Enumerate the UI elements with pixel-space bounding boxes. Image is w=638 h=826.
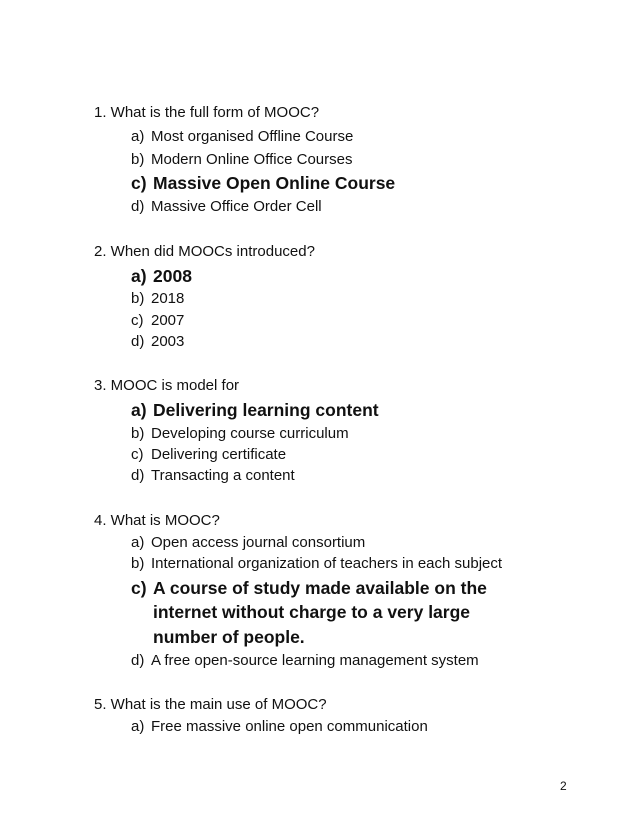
q2-option-d: [131, 333, 184, 351]
option-text: 2008: [153, 266, 192, 286]
option-text: Modern Online Office Courses: [151, 151, 353, 168]
q2-option-a-answer: [131, 265, 192, 287]
q1-option-a: [131, 128, 353, 146]
q4-option-c-line-2: internet without charge to a very large: [153, 602, 471, 622]
option-letter: c): [131, 173, 147, 193]
option-letter: a): [131, 534, 145, 551]
option-letter: a): [131, 400, 147, 420]
option-text: Free massive online open communication: [151, 718, 428, 735]
q3-option-c: [131, 446, 286, 464]
option-text: Massive Open Online Course: [153, 173, 396, 193]
q2-option-c: [131, 312, 184, 330]
option-text: 2007: [151, 312, 185, 329]
q3-option-b: [131, 425, 349, 443]
question-2: 2. When did MOOCs introduced?: [94, 243, 315, 260]
q4-option-c-answer: [131, 577, 487, 599]
option-text: Delivering learning content: [153, 400, 379, 420]
q4-option-d: [131, 652, 479, 670]
option-text: Most organised Offline Course: [151, 128, 354, 145]
option-letter: c): [131, 446, 144, 463]
question-1: 1. What is the full form of MOOC?: [94, 104, 320, 121]
q4-option-c-line-3: number of people.: [153, 627, 305, 647]
option-letter: c): [131, 578, 147, 598]
option-text: A course of study made available on the: [153, 578, 487, 598]
question-5: 5. What is the main use of MOOC?: [94, 696, 327, 713]
option-letter: d): [131, 652, 145, 669]
option-text: Open access journal consortium: [151, 534, 366, 551]
option-letter: a): [131, 718, 145, 735]
q1-option-c-answer: [131, 172, 395, 194]
q3-option-a-answer: [131, 399, 379, 421]
option-text: Developing course curriculum: [151, 425, 349, 442]
option-text: Transacting a content: [151, 467, 295, 484]
option-letter: d): [131, 198, 145, 215]
page-number: 2: [560, 779, 567, 793]
option-letter: b): [131, 425, 145, 442]
q4-option-b: [131, 555, 502, 573]
option-text: Massive Office Order Cell: [151, 198, 322, 215]
option-letter: b): [131, 555, 145, 572]
option-letter: c): [131, 312, 144, 329]
option-letter: a): [131, 266, 147, 286]
option-letter: d): [131, 467, 145, 484]
q1-option-b: [131, 151, 352, 169]
option-text: Delivering certificate: [151, 446, 287, 463]
option-text: 2018: [151, 290, 185, 307]
option-letter: d): [131, 333, 145, 350]
q5-option-a: [131, 718, 428, 736]
option-letter: a): [131, 128, 145, 145]
q4-option-a: [131, 534, 365, 552]
option-text: 2003: [151, 333, 185, 350]
question-4: 4. What is MOOC?: [94, 512, 220, 529]
q1-option-d: [131, 198, 322, 216]
option-letter: b): [131, 151, 145, 168]
question-3: 3. MOOC is model for: [94, 377, 240, 394]
q3-option-d: [131, 467, 295, 485]
q2-option-b: [131, 290, 184, 308]
option-text: International organization of teachers in each subject: [151, 555, 503, 572]
option-text: A free open-source learning management system: [151, 652, 479, 669]
option-letter: b): [131, 290, 145, 307]
